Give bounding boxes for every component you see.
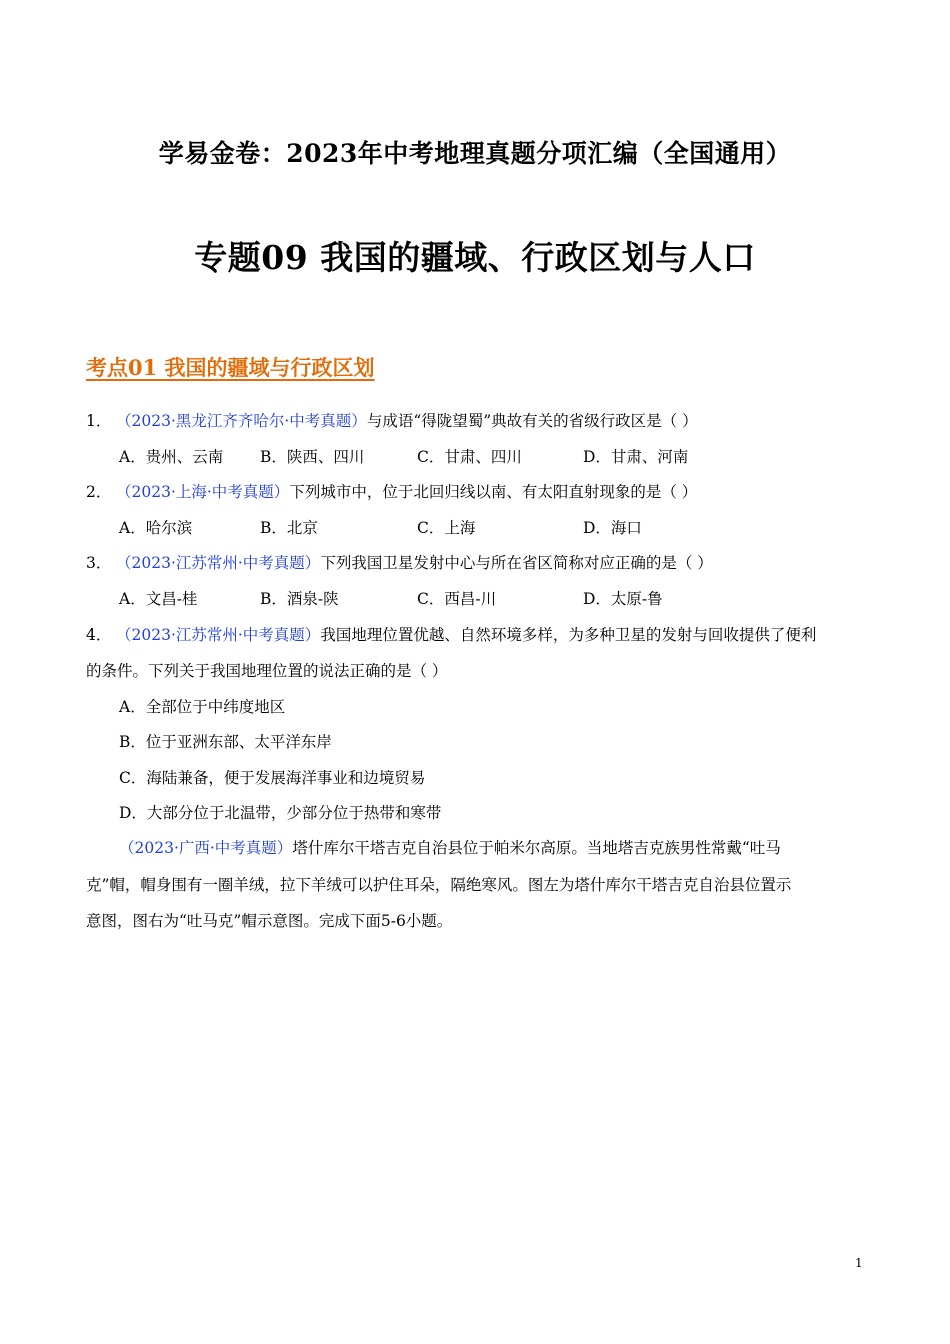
question-source: （2023·江苏常州·中考真题）: [116, 626, 321, 644]
question-stem: 下列城市中，位于北回归线以南、有太阳直射现象的是（ ）: [289, 483, 698, 501]
option-d: D．大部分位于北温带，少部分位于热带和寒带: [119, 804, 442, 822]
question-stem: 下列我国卫星发射中心与所在省区简称对应正确的是（ ）: [320, 554, 713, 572]
option-d: D．甘肃、河南: [583, 448, 689, 466]
question-4-stem-continued: 的条件。下列关于我国地理位置的说法正确的是（ ）: [86, 662, 448, 680]
page-number: 1: [855, 1256, 863, 1270]
question-number: 3．: [86, 554, 112, 572]
option-b: B．北京: [260, 519, 318, 537]
option-b: B．陕西、四川: [260, 448, 365, 466]
passage-text: 塔什库尔干塔吉克自治县位于帕米尔高原。当地塔吉克族男性常戴“吐马: [292, 839, 781, 857]
option-c: C．甘肃、四川: [417, 448, 522, 466]
option-d: D．海口: [583, 519, 642, 537]
option-a: A．贵州、云南: [119, 448, 224, 466]
series-title: 学易金卷：2023年中考地理真题分项汇编（全国通用）: [158, 139, 792, 168]
option-c: C．西昌-川: [417, 590, 497, 608]
passage-line-2: 克”帽，帽身围有一圈羊绒，拉下羊绒可以护住耳朵，隔绝寒风。图左为塔什库尔干塔吉克自治县位置示: [86, 876, 792, 894]
option-c: C．上海: [417, 519, 476, 537]
question-number: 2．: [86, 483, 112, 501]
option-d: D．太原-鲁: [583, 590, 663, 608]
question-source: （2023·江苏常州·中考真题）: [116, 554, 321, 572]
passage-source: （2023·广西·中考真题）: [119, 839, 293, 857]
option-a: A．全部位于中纬度地区: [119, 698, 286, 716]
question-1: [86, 409, 698, 431]
option-a: A．文昌-桂: [119, 590, 198, 608]
question-number: 4．: [86, 626, 112, 644]
question-stem: 我国地理位置优越、自然环境多样，为多种卫星的发射与回收提供了便利: [320, 626, 817, 644]
question-source: （2023·上海·中考真题）: [116, 483, 290, 501]
option-c: C．海陆兼备，便于发展海洋事业和边境贸易: [119, 769, 426, 787]
passage-line-1: [119, 836, 781, 858]
question-4: [86, 623, 816, 645]
question-stem: 与成语“得陇望蜀”典故有关的省级行政区是（ ）: [366, 412, 698, 430]
option-b: B．位于亚洲东部、太平洋东岸: [119, 733, 332, 751]
option-a: A．哈尔滨: [119, 519, 193, 537]
topic-title: 专题09 我国的疆域、行政区划与人口: [194, 238, 756, 277]
option-b: B．酒泉-陕: [260, 590, 339, 608]
question-number: 1．: [86, 412, 112, 430]
question-source: （2023·黑龙江齐齐哈尔·中考真题）: [116, 412, 367, 430]
question-3: [86, 551, 713, 573]
passage-line-3: 意图，图右为“吐马克”帽示意图。完成下面5-6小题。: [86, 912, 453, 930]
section-heading: 考点01 我国的疆域与行政区划: [86, 355, 375, 380]
question-2: [86, 480, 697, 502]
